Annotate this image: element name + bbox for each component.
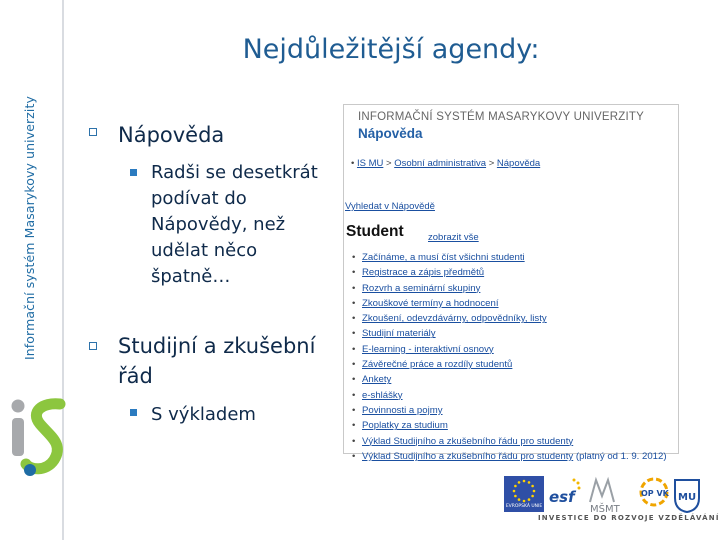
napoveda-screenshot	[343, 104, 679, 462]
list-item[interactable]: • Povinnosti a pojmy	[352, 404, 443, 416]
list-item[interactable]: • Registrace a zápis předmětů	[352, 267, 485, 279]
bullet-marker	[89, 342, 97, 350]
is-logo-icon	[8, 398, 70, 478]
list-item[interactable]: • Studijní materiály	[352, 328, 436, 340]
sub-bullet-line-2: podívat do	[151, 188, 247, 209]
breadcrumb-osobni-administrativa[interactable]: Osobní administrativa	[394, 158, 487, 169]
sub-bullet-line-5: špatně…	[151, 266, 231, 287]
sub-bullet-vykladem: S výkladem	[151, 404, 256, 425]
list-item[interactable]: • Výklad Studijního a zkušebního řádu pro studenty (platný od 1. 9. 2012)	[352, 450, 667, 462]
sub-bullet-line-3: Nápovědy, než	[151, 214, 286, 235]
breadcrumb-is-mu[interactable]: IS MU	[356, 158, 384, 169]
sub-bullet-line-1: Radši se desetkrát	[151, 162, 318, 183]
validity-note: (platný od 1. 9. 2012)	[575, 450, 667, 462]
help-link-list	[352, 250, 667, 464]
list-item[interactable]: • Závěrečné práce a rozdíly studentů	[352, 359, 513, 371]
list-item[interactable]: • Rozvrh a seminární skupiny	[352, 282, 481, 294]
mu-text: MU	[678, 492, 697, 503]
esf-text: esf	[549, 488, 575, 506]
op-text: OP VK	[641, 489, 669, 498]
screenshot-header: INFORMAČNÍ SYSTÉM MASARYKOVY UNIVERZITY	[358, 111, 644, 123]
sub-bullet-marker	[130, 169, 137, 176]
list-item[interactable]: • Zkoušení, odevzdávárny, odpovědníky, listy	[352, 313, 547, 325]
eu-stars-icon	[504, 476, 544, 504]
breadcrumb: • IS MU > Osobní administrativa > Nápověda	[351, 158, 541, 169]
esf-logo	[548, 474, 582, 514]
bullet-rad-line-1: Studijní a zkušební	[118, 334, 316, 358]
list-item[interactable]: • Výklad Studijního a zkušebního řádu pro studenty	[352, 435, 574, 447]
list-item[interactable]: • Ankety	[352, 374, 392, 386]
msmt-text: MŠMT	[590, 504, 620, 515]
section-student: Student	[346, 223, 404, 240]
breadcrumb-napoveda[interactable]: Nápověda	[496, 158, 541, 169]
bullet-marker	[89, 128, 97, 136]
screenshot-title: Nápověda	[358, 126, 423, 141]
invest-slogan: INVESTICE DO ROZVOJE VZDĚLÁVÁNÍ	[538, 514, 720, 522]
list-item[interactable]: • E-learning - interaktivní osnovy	[352, 343, 494, 355]
bullet-rad-line-2: řád	[118, 364, 153, 388]
eu-label: EVROPSKÁ UNIE	[505, 504, 543, 509]
show-all-link[interactable]: zobrazit vše	[428, 232, 479, 243]
list-item[interactable]: • e-shlášky	[352, 389, 403, 401]
sub-bullet-line-4: udělat něco	[151, 240, 258, 261]
op-vk-logo	[636, 474, 672, 514]
msmt-logo	[586, 472, 632, 514]
list-item[interactable]: • Zkouškové termíny a hodnocení	[352, 297, 499, 309]
sidebar-vertical-text: Informační systém Masarykovy univerzity	[22, 96, 37, 360]
list-item[interactable]: • Začínáme, a musí číst všichni studenti	[352, 252, 525, 263]
bullet-napoveda: Nápověda	[118, 123, 225, 147]
search-help-link[interactable]: Vyhledat v Nápovědě	[345, 201, 435, 212]
page-title: Nejdůležitější agendy:	[242, 34, 540, 65]
sidebar	[0, 0, 64, 540]
list-item[interactable]: • Poplatky za studium	[352, 420, 448, 432]
sub-bullet-marker	[130, 409, 137, 416]
mu-logo	[672, 474, 702, 514]
